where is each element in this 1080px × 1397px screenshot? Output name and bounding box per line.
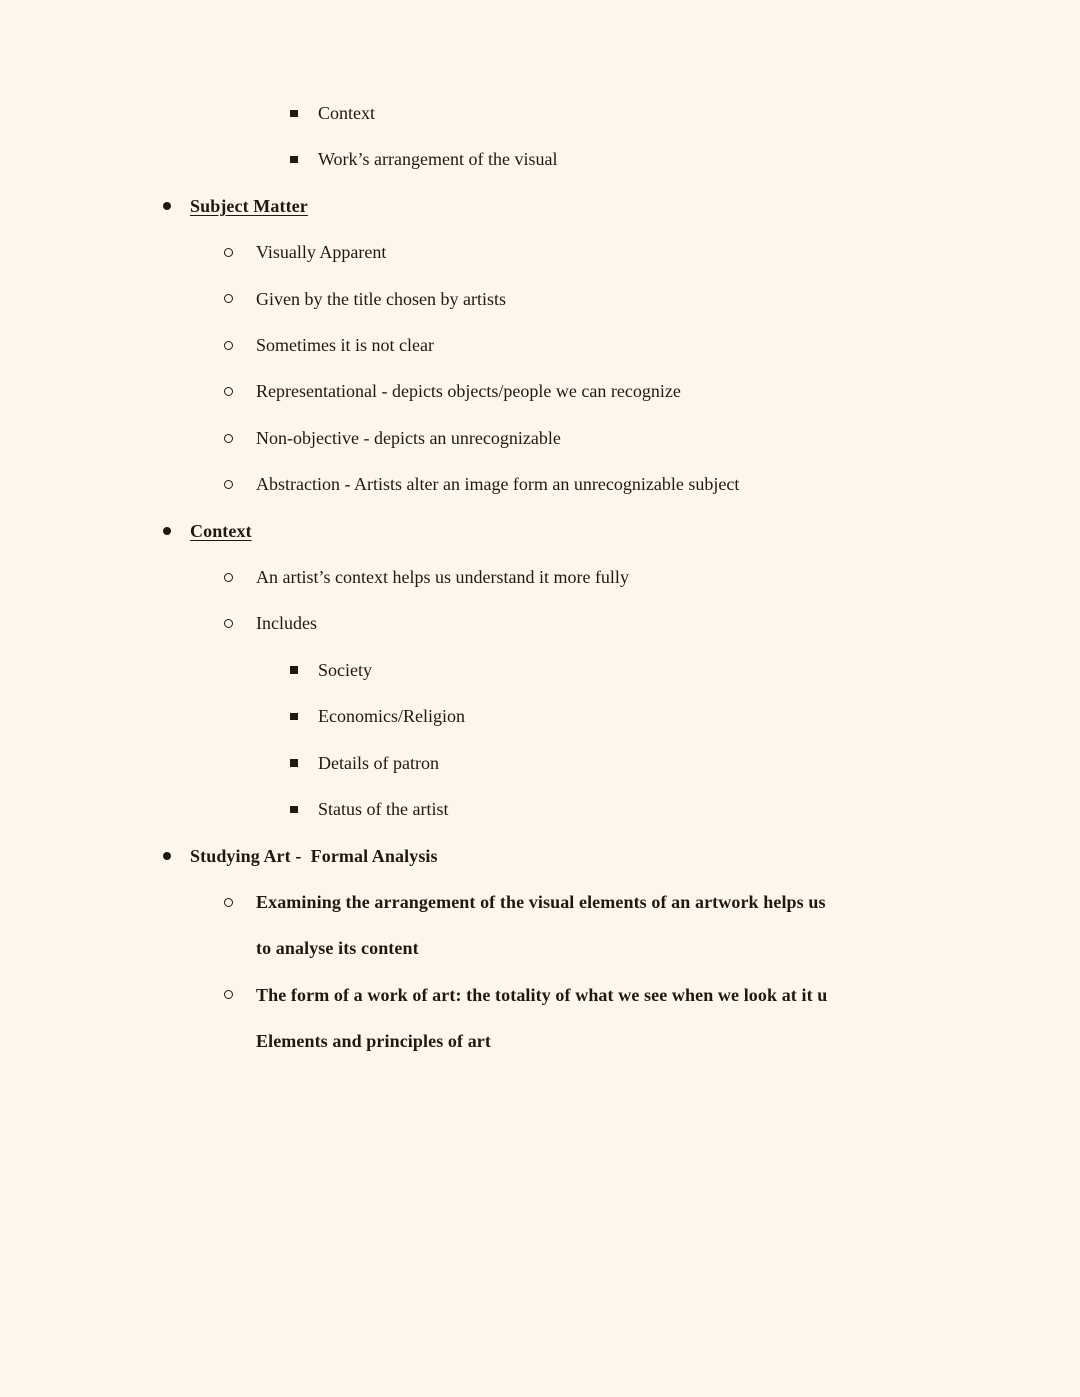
list-item-text: Representational - depicts objects/people we can recognize [256, 381, 681, 402]
list-item [0, 786, 1080, 832]
circle-bullet-icon [224, 248, 233, 257]
list-item-text: Context [190, 520, 252, 541]
list-item-text: Status of the artist [318, 799, 449, 820]
list-item-text: Visually Apparent [256, 242, 387, 263]
list-item [0, 879, 1080, 972]
list-item [0, 90, 1080, 136]
list-item-text: Elements and principles of art [256, 1031, 491, 1052]
list-item-text: Subject Matter [190, 195, 308, 216]
circle-bullet-icon [224, 898, 233, 907]
circle-bullet-icon [224, 341, 233, 350]
list-item [0, 461, 1080, 507]
list-item-text: Sometimes it is not clear [256, 335, 434, 356]
list-item-text: Context [318, 103, 375, 123]
list-item-text: Details of patron [318, 752, 439, 773]
list-item [0, 229, 1080, 275]
list-item [0, 693, 1080, 739]
list-item [0, 276, 1080, 322]
list-item-text: Society [318, 659, 372, 680]
list-item [0, 833, 1080, 879]
disc-bullet-icon [163, 527, 171, 535]
list-item [0, 322, 1080, 368]
list-item-text: Economics/Religion [318, 706, 465, 727]
square-bullet-icon [290, 666, 298, 674]
list-item [0, 647, 1080, 693]
list-item [0, 508, 1080, 554]
list-item [0, 600, 1080, 646]
list-item-text: Work’s arrangement of the visual [318, 149, 558, 170]
list-item-text: Non-objective - depicts an unrecognizable [256, 427, 561, 448]
square-bullet-icon [290, 156, 298, 164]
list-item-text: Studying Art - Formal Analysis [190, 845, 438, 866]
circle-bullet-icon [224, 434, 233, 443]
circle-bullet-icon [224, 573, 233, 582]
square-bullet-icon [290, 713, 298, 721]
list-item-text: Examining the arrangement of the visual elements of an artwork helps us [256, 891, 826, 912]
list-item-text: An artist’s context helps us understand it more fully [256, 567, 629, 588]
list-item [0, 136, 1080, 182]
disc-bullet-icon [163, 202, 171, 210]
list-item-text: to analyse its content [256, 938, 419, 959]
list-item [0, 554, 1080, 600]
square-bullet-icon [290, 759, 298, 767]
list-item [0, 183, 1080, 229]
list-item [0, 740, 1080, 786]
square-bullet-icon [290, 806, 298, 814]
list-item-text: Given by the title chosen by artists [256, 288, 506, 309]
list-item-text: Includes [256, 613, 317, 634]
list-item [0, 415, 1080, 461]
list-item-text: The form of a work of art: the totality of what we see when we look at it u [256, 984, 828, 1005]
list-item-text: Abstraction - Artists alter an image form an unrecognizable subject [256, 474, 740, 495]
disc-bullet-icon [163, 852, 171, 860]
circle-bullet-icon [224, 480, 233, 489]
square-bullet-icon [290, 110, 298, 118]
list-item [0, 368, 1080, 414]
list-item [0, 972, 1080, 1065]
